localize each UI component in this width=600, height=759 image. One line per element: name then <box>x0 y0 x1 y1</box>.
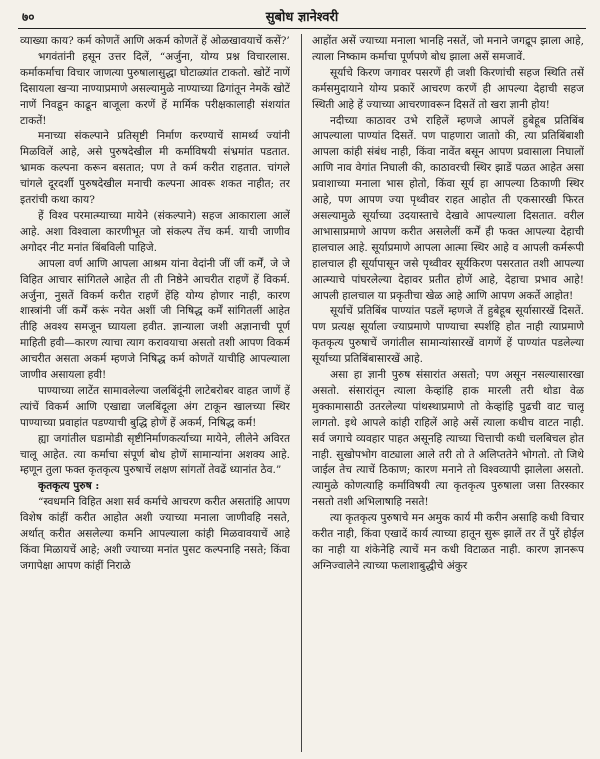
right-paragraph-5: असा हा ज्ञानी पुरुष संसारांत असतो; पण असून नसल्यासारखा असतो. संसारांतून त्याला केव्हांहि हाक मारली तरी थोडा वेळ मुक्कामासाठी उतरलेल्या पांथस्थाप्रमाणे तो केव्हांहि पुढची वाट चालू लागतो. इथे आपले कांही राहिलें आहे असें त्याला कधीच वाटत नाही. सर्व जगाचे व्यवहार पाहत असूनहि त्याच्या चित्ताची कधी चलबिचल होत नाही. सुखोपभोग वाट्याला आले तरी तो ते अलिप्ततेने भोगतो. तो जिथे जाईल तेच त्याचें ठिकाण; कारण मनाने तो विश्वव्यापी झालेला असतो. त्यामुळे कोणत्याहि कर्माविषयी त्या कृतकृत्य पुरुषाला जसा तिरस्कार नसतो तशी अभिलाषाहि नसते! <box>312 369 584 509</box>
page-number: ७० <box>22 10 35 24</box>
left-paragraph-5: आपला वर्ण आणि आपला आश्रम यांना वेदांनी जीं जीं कर्में, जे जे विहित आचार सांगितले आहेत ती ती निष्ठेने आचरीत राहणें हें विकर्म. अर्जुना, नुसतें विकर्म करीत राहणें हेंहि योग्य होणार नाही, कारण शास्त्रांनी जीं कर्में करूं नयेत अशीं जी निषिद्ध कर्में सांगितलीं आहेत तीहि अवश्य समजून घ्यायला हवीत. ज्ञान्याला जशी अज्ञानाची पूर्ण माहिती हवी—कारण त्याचा त्याग करावयाचा असतो तशी आपण विकर्म आचरीत असता अकर्म म्हणजे निषिद्ध कर्म कोणतें याचीहि आपल्याला जाणीव असायला हवी! <box>20 257 290 382</box>
page-header <box>18 6 586 29</box>
left-paragraph-6: पाण्याच्या लाटेंत सामावलेल्या जलबिंदूंनी लाटेबरोबर वाहत जाणें हें त्यांचें विकर्म आणि एखाद्या जलबिंदूला अंग टाकून खालच्या स्थिर पाण्याच्या प्रवाहांत पडण्याची बुद्धि होणें हें अकर्म, निषिद्ध कर्म! <box>20 384 290 429</box>
left-paragraph-2: भगवंतांनी हसून उत्तर दिलें, “अर्जुना, योग्य प्रश्न विचारलास. कर्माकर्माचा विचार जाणत्या पुरुषालासुद्धा घोटाळ्यांत टाकतो. खोटें नाणें दिसायला खऱ्या नाण्याप्रमाणे असल्यामुळे नाण्याच्या ढिगांतून नेमकें खोटें नाणें निवडून काढून बाजूला करणें हें मार्मिक परीक्षकालाही संशयांत टाकतें! <box>20 50 290 127</box>
left-paragraph-4: हें विश्व परमात्म्याच्या मायेने (संकल्पाने) सहज आकाराला आलें आहे. अशा विश्वाला कारणीभूत जो संकल्प तेंच कर्म. याची जाणीव अगोदर नीट मनांत बिंबविली पाहिजे. <box>20 209 290 254</box>
left-quote-paragraph: “स्वधमनि विहित अशा सर्व कर्माचे आचरण करीत असतांहि आपण विशेष कांहीं करीत आहोत अशी ज्याच्या मनाला जाणीवहि नसते, अर्थात् करीत असलेल्या कमनि आपल्याला कांही मिळवावयाचें आहे किंवा मिळायचें आहे; अशी ज्याच्या मनांत पुसट कल्पनाहि नसते; किंवा जगापेक्षा आपण कांहीं निराळे <box>20 496 290 572</box>
right-paragraph-2: सूर्याचे किरण जगावर पसरणें ही जशी किरणांची सहज स्थिति तसें कर्मसमुदायाने योग्य प्रकारें आचरण करणें ही आपल्या देहाची सहज स्थिती आहे हें ज्याच्या आचरणावरून दिसतें तो खरा ज्ञानी होय! <box>312 66 584 111</box>
right-paragraph-1: आहोंत असें ज्याच्या मनाला भानहि नसतें, जो मनाने जगद्रूप झाला आहे, त्याला निष्काम कर्माचा पूर्णपणे बोध झाला असें समजावें. <box>312 35 584 63</box>
right-paragraph-6: त्या कृतकृत्य पुरुषाचे मन अमुक कार्य मी करीन असाहि कधी विचार करीत नाही, किंवा एखादें कार्य त्याच्या हातून सुरू झालें तर तें पुरें होईल का नाही या शंकेनेहि त्याचें मन कधी विटाळत नाही. कारण ज्ञानरूप अग्निज्वालेने त्याच्या फलाशाबुद्धीचे अंकुर <box>312 512 584 572</box>
left-paragraph-1: व्याख्या काय? कर्म कोणतें आणि अकर्म कोणतें हें ओळखावयाचें कसें?’ <box>20 35 290 47</box>
left-column <box>20 34 290 752</box>
section-heading: कृतकृत्य पुरुष : <box>38 480 100 493</box>
left-paragraph-3: मनाच्या संकल्पाने प्रतिसृष्टी निर्माण करण्याचें सामर्थ्य ज्यांनी मिळविलें आहे, असे पुरुषदेखील मी कर्माविषयी संभ्रमांत पडतात. भ्रामक कल्पना करून बसतात; पण ते कर्म करीत राहतात. चांगले चांगले दूरदर्शी पुरुषदेखील मनाची कल्पना आवरू शकत नाहीत; तर इतरांची कथा काय? <box>20 130 290 207</box>
right-paragraph-4: सूर्याचें प्रतिबिंब पाण्यांत पडलें म्हणजे तें हुबेहूब सूर्यासारखें दिसतें. पण प्रत्यक्ष सूर्याला ज्याप्रमाणे पाण्याचा स्पर्शहि होत नाही त्याप्रमाणे कृतकृत्य पुरुषाचें जगांतील सामान्यांसारखें वागणें हें पाण्यांत पडलेल्या सूर्याच्या प्रतिबिंबासारखें आहे. <box>312 305 584 366</box>
right-column <box>312 34 584 752</box>
book-title: सुबोध ज्ञानेश्वरी <box>265 10 339 25</box>
right-paragraph-3: नदीच्या काठावर उभे राहिलें म्हणजे आपलें हुबेहूब प्रतिबिंब आपल्याला पाण्यांत दिसतें. पण पाहणारा जाताो की, त्या प्रतिबिंबाशी आपला कांही संबंध नाही, किंवा नावेंत बसून आपण प्रवासाला निघालों आणि नाव वेगांत निघाली की, काठावरची स्थिर झाडें पळत आहेत असा प्रवाशाच्या मनाला भास होतो, किंवा सूर्य हा आपल्या ठिकाणी स्थिर आहे, पण आपण ज्या पृथ्वीवर राहत आहोत ती एकसारखी फिरत असल्यामुळे सूर्याच्या उदयास्ताचे देखावे आपल्याला दिसतात. वरील आभासाप्रमाणे आपण करीत असलेलीं कर्में ही फक्त आपल्या देहाची हालचाल आहे. सूर्याप्रमाणे आपला आत्मा स्थिर आहे व आपली कर्मरूपी हालचाल ही सूर्यापासून जसे पृथ्वीवर सूर्यकिरण पसरतात तशी आपल्या आत्म्याचे पांघरलेल्या देहावर प्रतीत होणें आहे, देहाचा प्रभाव आहे! आपली हालचाल या प्रकृतीचा खेळ आहे आणि आपण अकर्ते आहोत! <box>312 114 584 302</box>
column-divider <box>301 34 302 752</box>
left-paragraph-7: ह्या जगांतील घडामोडी सृष्टीनिर्माणकर्त्याच्या मायेने, लीलेने अविरत चालू आहेत. त्या कर्माचा संपूर्ण बोध होणें सामान्यांना अशक्य आहे. म्हणून तुला फक्त कृतकृत्य पुरुषाचें लक्षण सांगतों तेवढें ध्यानांत ठेव.” <box>20 432 290 477</box>
